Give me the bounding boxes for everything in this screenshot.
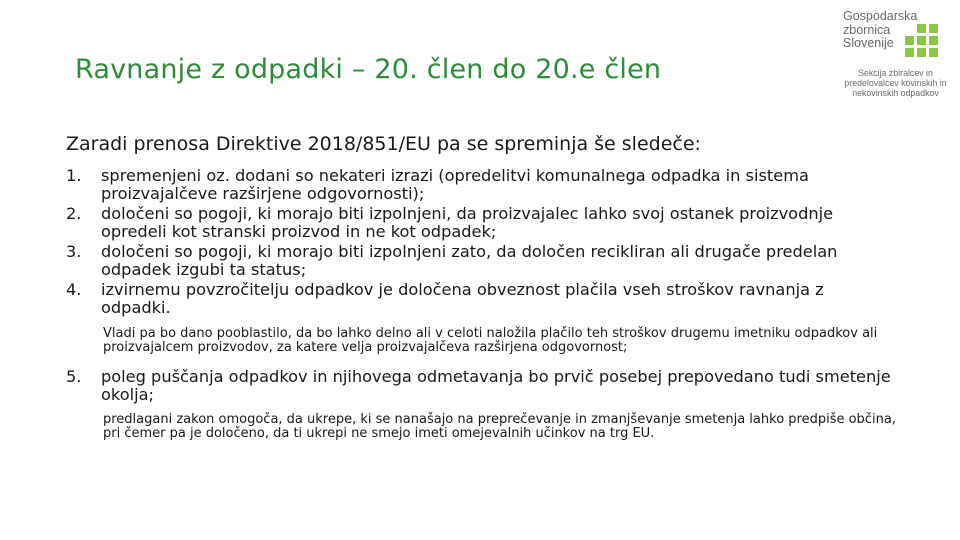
list-number: 4.	[66, 280, 82, 299]
list-text: določeni so pogoji, ki morajo biti izpolnjeni zato, da določen recikliran ali drugače predelan odpadek izgubi ta status;	[101, 242, 838, 279]
change-list	[66, 167, 896, 441]
logo-org-name	[843, 9, 918, 51]
logo-section-name: Sekcija zbiralcev in predelovalcev kovinskih in nekovinskih odpadkov	[844, 68, 947, 98]
list-number: 2.	[66, 204, 82, 223]
list-item	[66, 205, 896, 241]
logo-line-1: Gospodarska	[843, 9, 918, 23]
logo-line-3: Slovenije	[843, 36, 894, 50]
gzs-logo	[843, 10, 953, 110]
logo-line-2: zbornica	[843, 22, 891, 37]
slide-title: Ravnanje z odpadki – 20. člen do 20.e člen	[75, 54, 662, 85]
list-item	[66, 167, 896, 203]
item-5-note: predlagani zakon omogoča, da ukrepe, ki se nanašajo na preprečevanje in zmanjševanje smetenja lahko predpiše občina, pri čemer pa je določeno, da ti ukrepi ne smejo imeti omejevalnih učinkov na trg EU.	[103, 412, 896, 441]
list-text: izvirnemu povzročitelju odpadkov je določena obveznost plačila vseh stroškov ravnanja z odpadki.	[101, 280, 824, 317]
logo-grid-icon	[905, 24, 939, 64]
list-number: 3.	[66, 242, 82, 261]
list-number: 1.	[66, 166, 82, 185]
list-number: 5.	[66, 367, 82, 386]
list-item	[66, 243, 896, 279]
intro-text: Zaradi prenosa Direktive 2018/851/EU pa se spreminja še sledeče:	[66, 133, 701, 155]
item-4-note: Vladi pa bo dano pooblastilo, da bo lahko delno ali v celoti naložila plačilo teh stroškov drugemu imetniku odpadkov ali proizvajalcem proizvodov, za katere velja proizvajalčeva razširjena odgovornost;	[103, 326, 878, 355]
list-item	[66, 368, 896, 404]
list-text: določeni so pogoji, ki morajo biti izpolnjeni, da proizvajalec lahko svoj ostanek proizvodnje opredeli kot stranski proizvod in ne kot odpadek;	[101, 204, 834, 241]
list-item	[66, 281, 896, 317]
list-text: poleg puščanja odpadkov in njihovega odmetavanja bo prvič posebej prepovedano tudi smetenje okolja;	[101, 367, 891, 404]
list-text: spremenjeni oz. dodani so nekateri izrazi (opredelitvi komunalnega odpadka in sistema proizvajalčeve razširjene odgovornosti);	[101, 166, 809, 203]
